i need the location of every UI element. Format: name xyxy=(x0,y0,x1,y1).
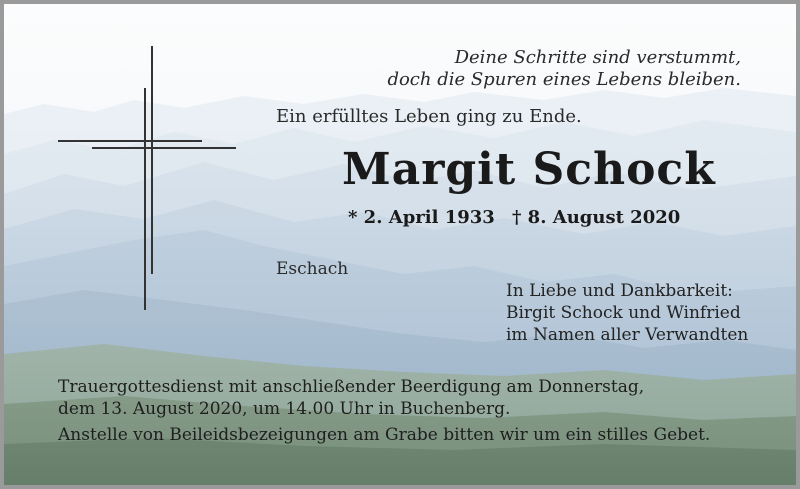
service-block xyxy=(58,376,710,446)
cross-horizontal-bar-2 xyxy=(92,147,236,149)
service-line-2: dem 13. August 2020, um 14.00 Uhr in Buchenberg. xyxy=(58,399,511,419)
quote-line-1: Deine Schritte sind verstummt, xyxy=(454,47,741,68)
service-line-1: Trauergottesdienst mit anschließender Beerdigung am Donnerstag, xyxy=(58,377,645,397)
cross-vertical-bar-2 xyxy=(151,46,153,274)
cross-horizontal-bar-1 xyxy=(58,140,202,142)
residence-place: Eschach xyxy=(276,259,349,279)
mourners-line-1: In Liebe und Dankbarkeit: xyxy=(506,281,733,301)
mourners-line-2: Birgit Schock und Winfried xyxy=(506,303,741,323)
mourners-block xyxy=(506,280,748,346)
service-line-3: Anstelle von Beileidsbezeigungen am Grabe bitten wir um ein stilles Gebet. xyxy=(58,425,711,445)
deceased-name: Margit Schock xyxy=(342,144,716,195)
birth-date: * 2. April 1933 xyxy=(348,207,495,228)
cross-vertical-bar-1 xyxy=(144,88,146,310)
death-date: † 8. August 2020 xyxy=(512,207,681,228)
mourners-line-3: im Namen aller Verwandten xyxy=(506,325,749,345)
intro-text: Ein erfülltes Leben ging zu Ende. xyxy=(276,106,582,127)
quote-line-2: doch die Spuren eines Lebens bleiben. xyxy=(387,69,741,90)
